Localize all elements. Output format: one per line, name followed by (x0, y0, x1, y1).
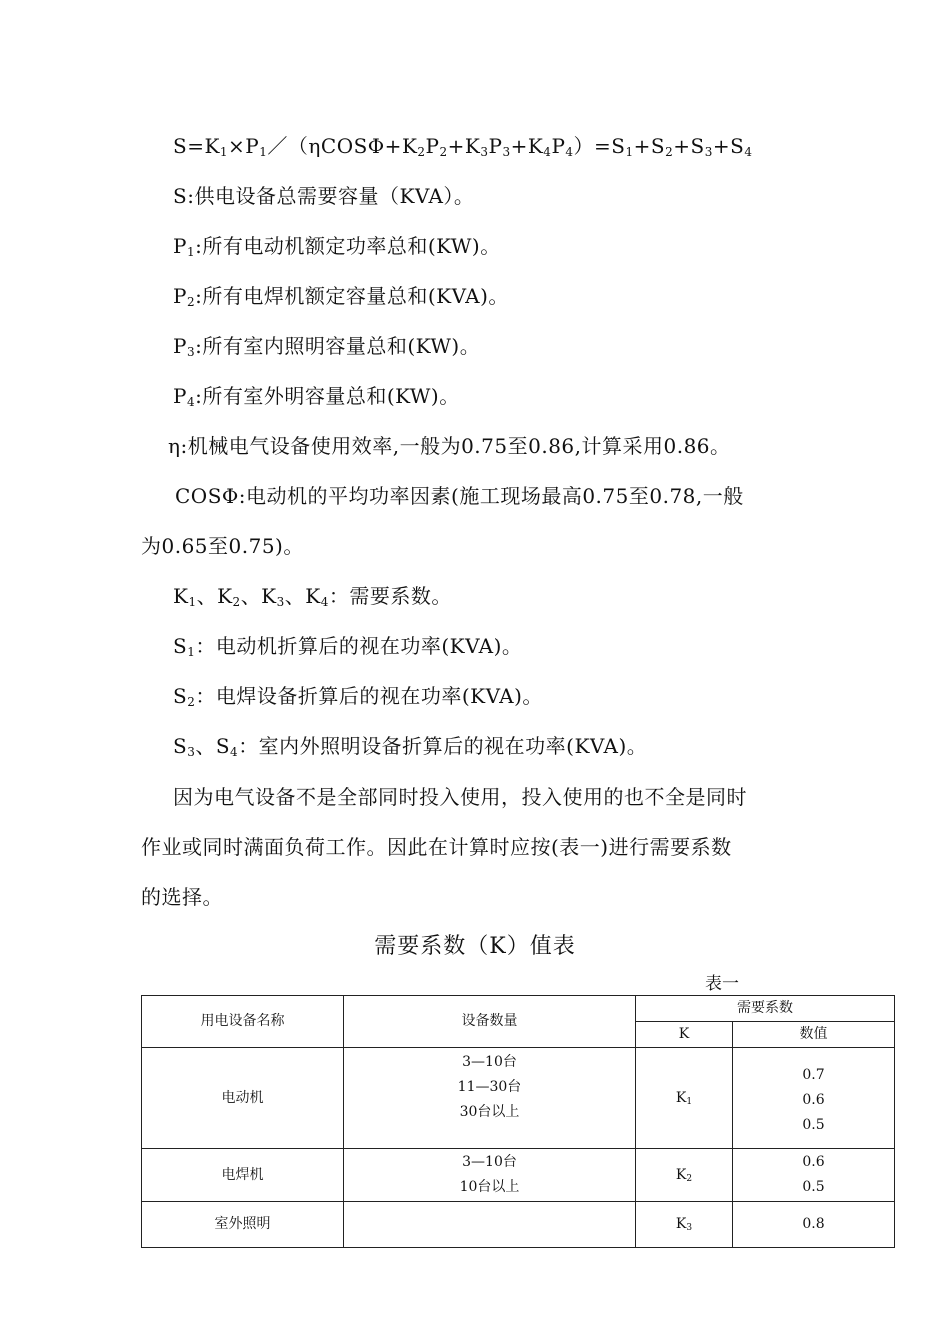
header-name: 用电设备名称 (142, 996, 344, 1048)
value-item: 0.6 (802, 1154, 825, 1170)
value-item: 0.6 (802, 1091, 825, 1108)
table-row (142, 1048, 895, 1149)
def-s34: $S_3$、$S_4$：室内外照明设备折算后的视在功率(KVA)。 (173, 734, 648, 759)
def-s2: $S_2$：电焊设备折算后的视在功率(KVA)。 (173, 684, 543, 709)
row-name: 室外照明 (142, 1202, 344, 1248)
row-counts (344, 1048, 636, 1149)
row-values (733, 1149, 895, 1202)
row-counts (344, 1149, 636, 1202)
count-item: 3—10台 (462, 1054, 517, 1070)
row-values (733, 1202, 895, 1248)
row-values (733, 1048, 895, 1149)
formula-line: $S=K_1\times P_1/(\eta COS\Phi+K_2P_2+K_3P_3+K_4P_4)=S_1+S_2+S_3+S_4$ (173, 134, 753, 159)
row-counts (344, 1202, 636, 1248)
table-title: 需要系数（K）值表 (374, 934, 576, 959)
count-item: 10台以上 (459, 1179, 520, 1195)
value-item: 0.7 (802, 1066, 825, 1083)
row-k: $K_2$ (636, 1149, 733, 1202)
paragraph-line-2: 作业或同时满面负荷工作。因此在计算时应按(表一)进行需要系数 (141, 835, 732, 859)
value-item: 0.8 (802, 1216, 825, 1232)
row-name: 电焊机 (142, 1149, 344, 1202)
def-s: S:供电设备总需要容量（KVA）。 (173, 184, 475, 208)
row-k: $K_1$ (636, 1048, 733, 1149)
count-item: 11—30台 (457, 1079, 522, 1095)
def-p2: $P_2$:所有电焊机额定容量总和(KVA)。 (173, 284, 509, 309)
count-item: 30台以上 (459, 1104, 520, 1120)
def-cos-line1: COSΦ:电动机的平均功率因素(施工现场最高0.75至0.78,一般 (175, 484, 744, 508)
def-p3: $P_3$:所有室内照明容量总和(KW)。 (173, 334, 481, 359)
value-item: 0.5 (802, 1179, 825, 1195)
paragraph-line-1: 因为电气设备不是全部同时投入使用，投入使用的也不全是同时 (173, 785, 747, 809)
header-coef: 需要系数 (636, 996, 895, 1022)
def-cos-line2: 为0.65至0.75)。 (141, 534, 304, 558)
header-count: 设备数量 (344, 996, 636, 1048)
def-k: $K_1$、$K_2$、$K_3$、$K_4$：需要系数。 (173, 584, 452, 609)
row-name: 电动机 (142, 1048, 344, 1149)
count-item: 3—10台 (462, 1154, 517, 1170)
def-eta: η:机械电气设备使用效率,一般为0.75至0.86,计算采用0.86。 (168, 434, 731, 458)
coefficient-table (141, 995, 895, 1248)
table-row (142, 1202, 895, 1248)
table-header-row (142, 996, 895, 1022)
def-s1: $S_1$：电动机折算后的视在功率(KVA)。 (173, 634, 523, 659)
value-item: 0.5 (802, 1116, 825, 1133)
row-k: $K_3$ (636, 1202, 733, 1248)
header-value: 数值 (733, 1022, 895, 1048)
header-k: K (636, 1022, 733, 1048)
def-p4: $P_4$:所有室外明容量总和(KW)。 (173, 384, 460, 409)
table-row (142, 1149, 895, 1202)
def-p1: $P_1$:所有电动机额定功率总和(KW)。 (173, 234, 501, 259)
table-number: 表一 (705, 974, 739, 994)
paragraph-line-3: 的选择。 (141, 885, 223, 909)
